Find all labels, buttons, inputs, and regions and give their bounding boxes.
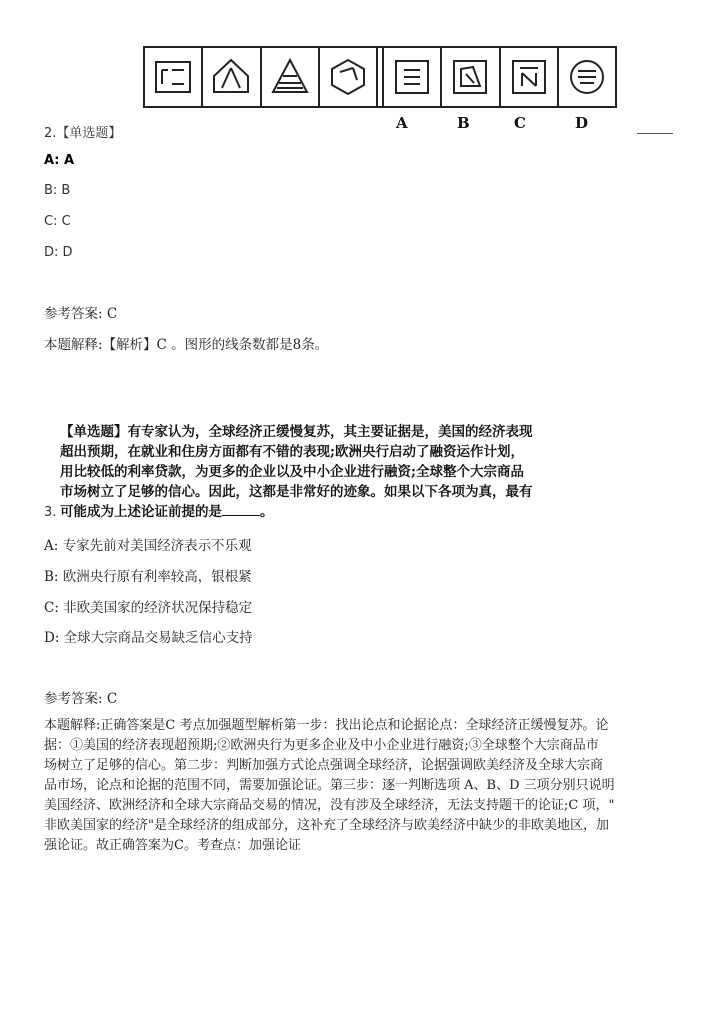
q3-option-a: A: 专家先前对美国经济表示不乐观 [44,538,252,554]
figure-shape-4 [327,56,369,98]
figure-shape-2 [210,56,252,98]
figure-shape-b [449,56,491,98]
q3-explanation [44,716,684,856]
q3-answer: 参考答案: C [44,691,118,707]
figure-shape-a [391,56,433,98]
q3-explanation-line-4: 品市场，论点和论据的范围不同，需要加强论证。第三步：逐一判断选项 A、B、D 三项分别只说明 [44,778,615,793]
figure-letter-a: A [396,114,408,132]
figure-shape-c [508,56,550,98]
figure-shape-d [566,56,608,98]
q3-stem-line-3: 用比较低的利率贷款，为更多的企业以及中小企业进行融资;全球整个大宗商品 [60,464,524,480]
q2-option-d: D: D [44,245,73,260]
figure-option-a [384,48,442,106]
q3-option-c: C: 非欧美国家的经济状况保持稳定 [44,600,253,616]
q2-option-b: B: B [44,183,71,198]
figure-cell-4 [320,48,378,106]
q3-stem [60,422,580,522]
q3-explanation-line-1: 本题解释:正确答案是C 考点加强题型解析第一步：找出论点和论据论点：全球经济正缓慢复苏。论 [44,718,609,733]
figure-option-d [559,48,615,106]
figure-option-c [501,48,559,106]
q2-answer: 参考答案: C [44,306,118,322]
q3-stem-line-2: 超出预期，在就业和住房方面都有不错的表现;欧洲央行启动了融资运作计划， [60,444,524,460]
q3-stem-line-5 [60,502,580,522]
q3-explanation-line-2: 据：①美国的经济表现超预期;②欧洲央行为更多企业及中小企业进行融资;③全球整个大宗商品市 [44,738,599,753]
q3-stem-line-4: 市场树立了足够的信心。因此，这都是非常好的迹象。如果以下各项为真，最有 [60,484,533,500]
q3-stem-last: 可能成为上述论证前提的是 [60,504,222,520]
q3-blank [222,503,260,516]
figure-letter-d: D [575,114,589,132]
q2-option-c: C: C [44,214,71,229]
blank-line [637,133,673,134]
q3-stem-line-1: 【单选题】有专家认为，全球经济正缓慢复苏，其主要证据是，美国的经济表现 [60,424,533,440]
q3-explanation-line-6: 非欧美国家的经济"是全球经济的组成部分，这补充了全球经济与欧美经济中缺少的非欧美地区，加 [44,818,609,833]
figure-shape-3 [269,56,311,98]
figure-letter-b: B [457,114,470,132]
q3-explanation-line-3: 场树立了足够的信心。第二步：判断加强方式论点强调全球经济，论据强调欧美经济及全球大宗商 [44,758,604,773]
figure-cell-1 [145,48,203,106]
q2-label: 2.【单选题】 [44,126,122,141]
figure-shape-1 [152,56,194,98]
figure-option-b [442,48,500,106]
figure-letters [380,114,620,134]
figure-cell-3 [262,48,320,106]
q3-option-d: D: 全球大宗商品交易缺乏信心支持 [44,630,253,646]
figure-cell-2 [203,48,261,106]
q3-number: 3. [44,505,57,520]
q3-stem-end: 。 [260,504,274,520]
figure-strip [143,46,617,108]
figure-letter-c: C [514,114,526,132]
q3-explanation-line-5: 美国经济、欧洲经济和全球大宗商品交易的情况，没有涉及全球经济，无法支持题干的论证;C 项，" [44,798,615,813]
q3-option-b: B: 欧洲央行原有利率较高，银根紧 [44,569,252,585]
q3-explanation-line-7: 强论证。故正确答案为C。考查点：加强论证 [44,838,301,853]
q2-option-a: A: A [44,153,75,168]
q2-explanation: 本题解释:【解析】C 。图形的线条数都是8条。 [44,337,329,353]
